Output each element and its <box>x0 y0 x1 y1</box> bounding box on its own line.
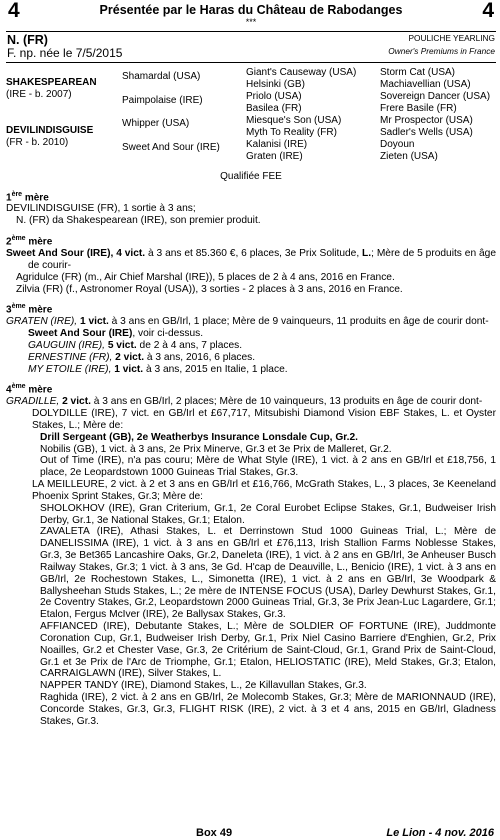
box-number: Box 49 <box>196 827 233 839</box>
pedigree-table <box>6 67 496 163</box>
produce-name: GAUGUIN (IRE), <box>28 339 108 351</box>
ped-gen2: Whipper (USA) <box>122 117 190 129</box>
identity-box <box>6 31 496 63</box>
wins-bold: 5 vict. <box>107 339 137 351</box>
ped-gen4: Sadler's Wells (USA) <box>380 126 473 138</box>
section-label: mère <box>25 236 53 248</box>
dam-name-italic: GRADILLE, <box>6 396 63 408</box>
ped-gen4: Machiavellian (USA) <box>380 78 471 90</box>
catalogue-page <box>6 0 496 839</box>
section-title <box>6 191 496 204</box>
horse-birth: F. np. née le 7/5/2015 <box>7 46 123 61</box>
ped-gen3: Helsinki (GB) <box>246 78 305 90</box>
ped-gen2: Sweet And Sour (IRE) <box>122 141 220 153</box>
wins-bold: 2 vict. <box>62 396 91 408</box>
qualification: Qualifiée FEE <box>220 170 282 182</box>
ped-gen3: Myth To Reality (FR) <box>246 126 337 138</box>
section-third-dam <box>6 303 496 375</box>
section-fourth-dam <box>6 383 496 727</box>
ped-gen4: Mr Prospector (USA) <box>380 114 473 126</box>
section-title <box>6 235 496 248</box>
produce-nobilis: Nobilis (GB), 1 vict. à 3 ans, 2e Prix Minerve, Gr.3 et 3e Prix de Malleret, Gr.2. <box>40 443 392 455</box>
produce-line <box>6 364 496 376</box>
wins-bold: 1 vict. <box>114 363 144 375</box>
section-title <box>6 303 496 316</box>
produce-drill-sergeant: Drill Sergeant (GB), 2e Weatherbys Insurance Lonsdale Cup, Gr.2. <box>40 431 358 443</box>
wins-bold: , 4 vict. <box>110 248 146 260</box>
section-label: mère <box>25 304 53 316</box>
section-num: 3 <box>6 304 12 316</box>
sire-name: SHAKESPEAREAN <box>6 76 97 88</box>
ped-gen4: Storm Cat (USA) <box>380 66 456 78</box>
produce-napper-tandy: NAPPER TANDY (IRE), Diamond Stakes, L., 2e Killavullan Stakes, Gr.3. <box>40 680 367 692</box>
identity-right <box>388 34 495 56</box>
section-sup: ème <box>11 303 26 311</box>
wins-bold: 2 vict. <box>115 351 145 363</box>
dam-name-italic: GRATEN (IRE), <box>6 316 80 328</box>
produce-line <box>6 352 496 364</box>
produce-name: Sweet And Sour (IRE) <box>28 328 133 340</box>
wins-bold: 1 vict. <box>79 316 109 328</box>
section-num: 1 <box>6 191 12 203</box>
produce-name: MY ETOILE (IRE), <box>28 363 115 375</box>
dam-line <box>6 396 496 408</box>
ped-gen3: Graten (IRE) <box>246 150 303 162</box>
produce-record: à 3 ans, 2016, 6 places. <box>144 351 256 363</box>
ped-gen2: Paimpolaise (IRE) <box>122 94 203 106</box>
horse-name: N. (FR) <box>7 32 48 47</box>
produce-la-meilleure: LA MEILLEURE, 2 vict. à 2 et 3 ans en GB/Irl et £16,766, McGrath Stakes, L., 3 places, 3e Keeneland Phoenix Sprint Stakes, Gr.3; Mère de: <box>32 479 496 502</box>
consignor-header: Présentée par le Haras du Château de Rabodanges <box>99 3 403 17</box>
dam-name-bold: Sweet And Sour (IRE) <box>6 248 111 260</box>
produce-name: ERNESTINE (FR), <box>28 351 116 363</box>
produce-out-of-time: Out of Time (IRE), n'a pas couru; Mère de What Style (IRE), 1 vict. à 2 ans en GB/Irl et £18,756, 1 place, 2e Leopardstown 1000 Guineas Trial Stakes, Gr.3. <box>40 455 496 479</box>
ped-gen3: Kalanisi (IRE) <box>246 138 308 150</box>
dam-record: à 3 ans et 85.360 €, 6 places, 3e Prix Solitude, <box>145 248 363 260</box>
lot-number-right: 4 <box>482 0 494 22</box>
section-label: mère <box>25 384 53 396</box>
produce-zavaleta: ZAVALETA (IRE), Athasi Stakes, L. et Derrinstown Stud 1000 Guineas Trial, L.; Mère de DANELISSIMA (IRE), 1 vict. à 3 ans en GB/Irl et £76,113, Irish Stallion Farms Noblesse Stakes, Gr.3, 3e Bet365 Lancashire Oaks, Gr.2, Daneleta (IRE), 1 vict. à 2 ans en GB/Irl, 3e Anheuser Busch Railway Stakes, Gr.3; 1 vict. à 3 ans, 3e Gd. H'cap de Deauville, L., Benicio (IRE), 1 vict. à 3 ans en GB/Irl, 2e Rochestown Stakes, L., Simonetta (IRE), 1 vict. à 2 ans en GB/Irl, 3e Woodpark & Ballysheehan Studs Stakes, L.; 2e mère de INTENSE FOCUS (USA), Darley Dewhurst Stakes, Gr.1, 2e Coventry Stakes, Gr.2, Leopardstown 2000 Guineas Trial, Gr.3, 3e Prix Jean-Luc Lagardere, Gr.1; Etalon, Fergus McIver (IRE), 2e Ballysax Stakes, Gr.3. <box>40 526 496 621</box>
dam-info: (FR - b. 2010) <box>6 136 69 148</box>
section-sup: ème <box>11 383 26 391</box>
produce-line: Agridulce (FR) (m., Air Chief Marshal (IRE)), 5 places de 2 à 4 ans, 2016 en France. <box>16 271 395 283</box>
ped-gen4: Doyoun <box>380 138 415 150</box>
section-first-dam <box>6 191 496 228</box>
produce-record: à 3 ans, 2015 en Italie, 1 place. <box>143 363 288 375</box>
produce-record: de 2 à 4 ans, 7 places. <box>136 339 243 351</box>
horse-category: POULICHE YEARLING <box>408 32 495 43</box>
section-sup: ère <box>11 190 23 198</box>
sale-event: Le Lion - 4 nov. 2016 <box>386 827 494 839</box>
section-sup: ème <box>11 235 26 243</box>
produce-sholokhov: SHOLOKHOV (IRE), Gran Criterium, Gr.1, 2e Coral Eurobet Eclipse Stakes, Gr.1, Budweiser Irish Derby, Gr.1, 3e National Stakes, Gr.1; Etalon. <box>40 502 496 526</box>
premium-note: Owner's Premiums in France <box>388 45 495 56</box>
sire-info: (IRE - b. 2007) <box>6 88 72 100</box>
section-label: mère <box>22 191 49 203</box>
header-stars: *** <box>245 16 257 27</box>
produce-dolydille: DOLYDILLE (IRE), 7 vict. en GB/Irl et £67,717, Mitsubishi Diamond Vision EBF Stakes, L. et Oyster Stakes, L.; Mère de: <box>32 408 496 431</box>
ped-gen4: Zieten (USA) <box>380 150 438 162</box>
ped-gen3: Basilea (FR) <box>246 102 302 114</box>
produce-affianced: AFFIANCED (IRE), Debutante Stakes, L.; Mère de SOLDIER OF FORTUNE (IRE), Juddmonte Coronation Cup, Gr.1, Budweiser Irish Derby, Gr.1, Prix Niel Casino Barriere d'Enghien, Gr.2, Prix Noailles, Gr.2 et Chester Vase, Gr.3, 2e Critérium de Saint-Cloud, Gr.1, Grand Prix de Saint-Cloud, Gr.1 et 3e Prix de l'Arc de Triomphe, Gr.1; Etalon, HELIOSTATIC (IRE), Meld Stakes, Gr.3; Etalon, CARRAIGLAWN (IRE), Silver Stakes, L. <box>40 621 496 680</box>
dam-record-tail: ; Mère de 5 produits en âge de courir- <box>28 248 496 271</box>
section-title <box>6 383 496 396</box>
section-num: 2 <box>6 236 12 248</box>
produce-line: Zilvia (FR) (f., Astronomer Royal (USA)), 3 sorties - 2 places à 3 ans, 2016 en France. <box>16 283 403 295</box>
produce-line: N. (FR) da Shakespearean (IRE), son premier produit. <box>16 215 261 227</box>
listed-mark: L. <box>362 248 372 260</box>
ped-gen4: Frere Basile (FR) <box>380 102 457 114</box>
ped-gen3: Giant's Causeway (USA) <box>246 66 357 78</box>
dam-record: à 3 ans en GB/Irl, 2 places; Mère de 10 vainqueurs, 13 produits en âge de courir dont- <box>90 396 483 408</box>
ped-gen3: Priolo (USA) <box>246 90 302 102</box>
produce-line <box>6 340 496 352</box>
dam-line: DEVILINDISGUISE (FR), 1 sortie à 3 ans; <box>6 203 196 215</box>
produce-record: , voir ci-dessus. <box>132 328 204 340</box>
ped-gen4: Sovereign Dancer (USA) <box>380 90 491 102</box>
ped-gen2: Shamardal (USA) <box>122 70 201 82</box>
ped-gen3: Miesque's Son (USA) <box>246 114 342 126</box>
dam-name: DEVILINDISGUISE <box>6 124 94 136</box>
dam-record: à 3 ans en GB/Irl, 1 place; Mère de 9 vainqueurs, 11 produits en âge de courir dont- <box>108 316 489 328</box>
produce-line <box>6 328 496 340</box>
dam-line <box>6 248 496 272</box>
lot-number-left: 4 <box>8 0 20 22</box>
dam-line <box>6 316 496 328</box>
produce-raghida: Raghida (IRE), 2 vict. à 2 ans en GB/Irl, 2e Molecomb Stakes, Gr.3; Mère de MARIONNAUD (IRE), Concorde Stakes, Gr.3, Gr.3, FLIGHT RISK (IRE), 2 vict. à 3 et 4 ans, 2015 en GB/Irl, Gladness Stakes, Gr.3. <box>40 692 496 727</box>
section-second-dam <box>6 235 496 295</box>
section-num: 4 <box>6 384 12 396</box>
